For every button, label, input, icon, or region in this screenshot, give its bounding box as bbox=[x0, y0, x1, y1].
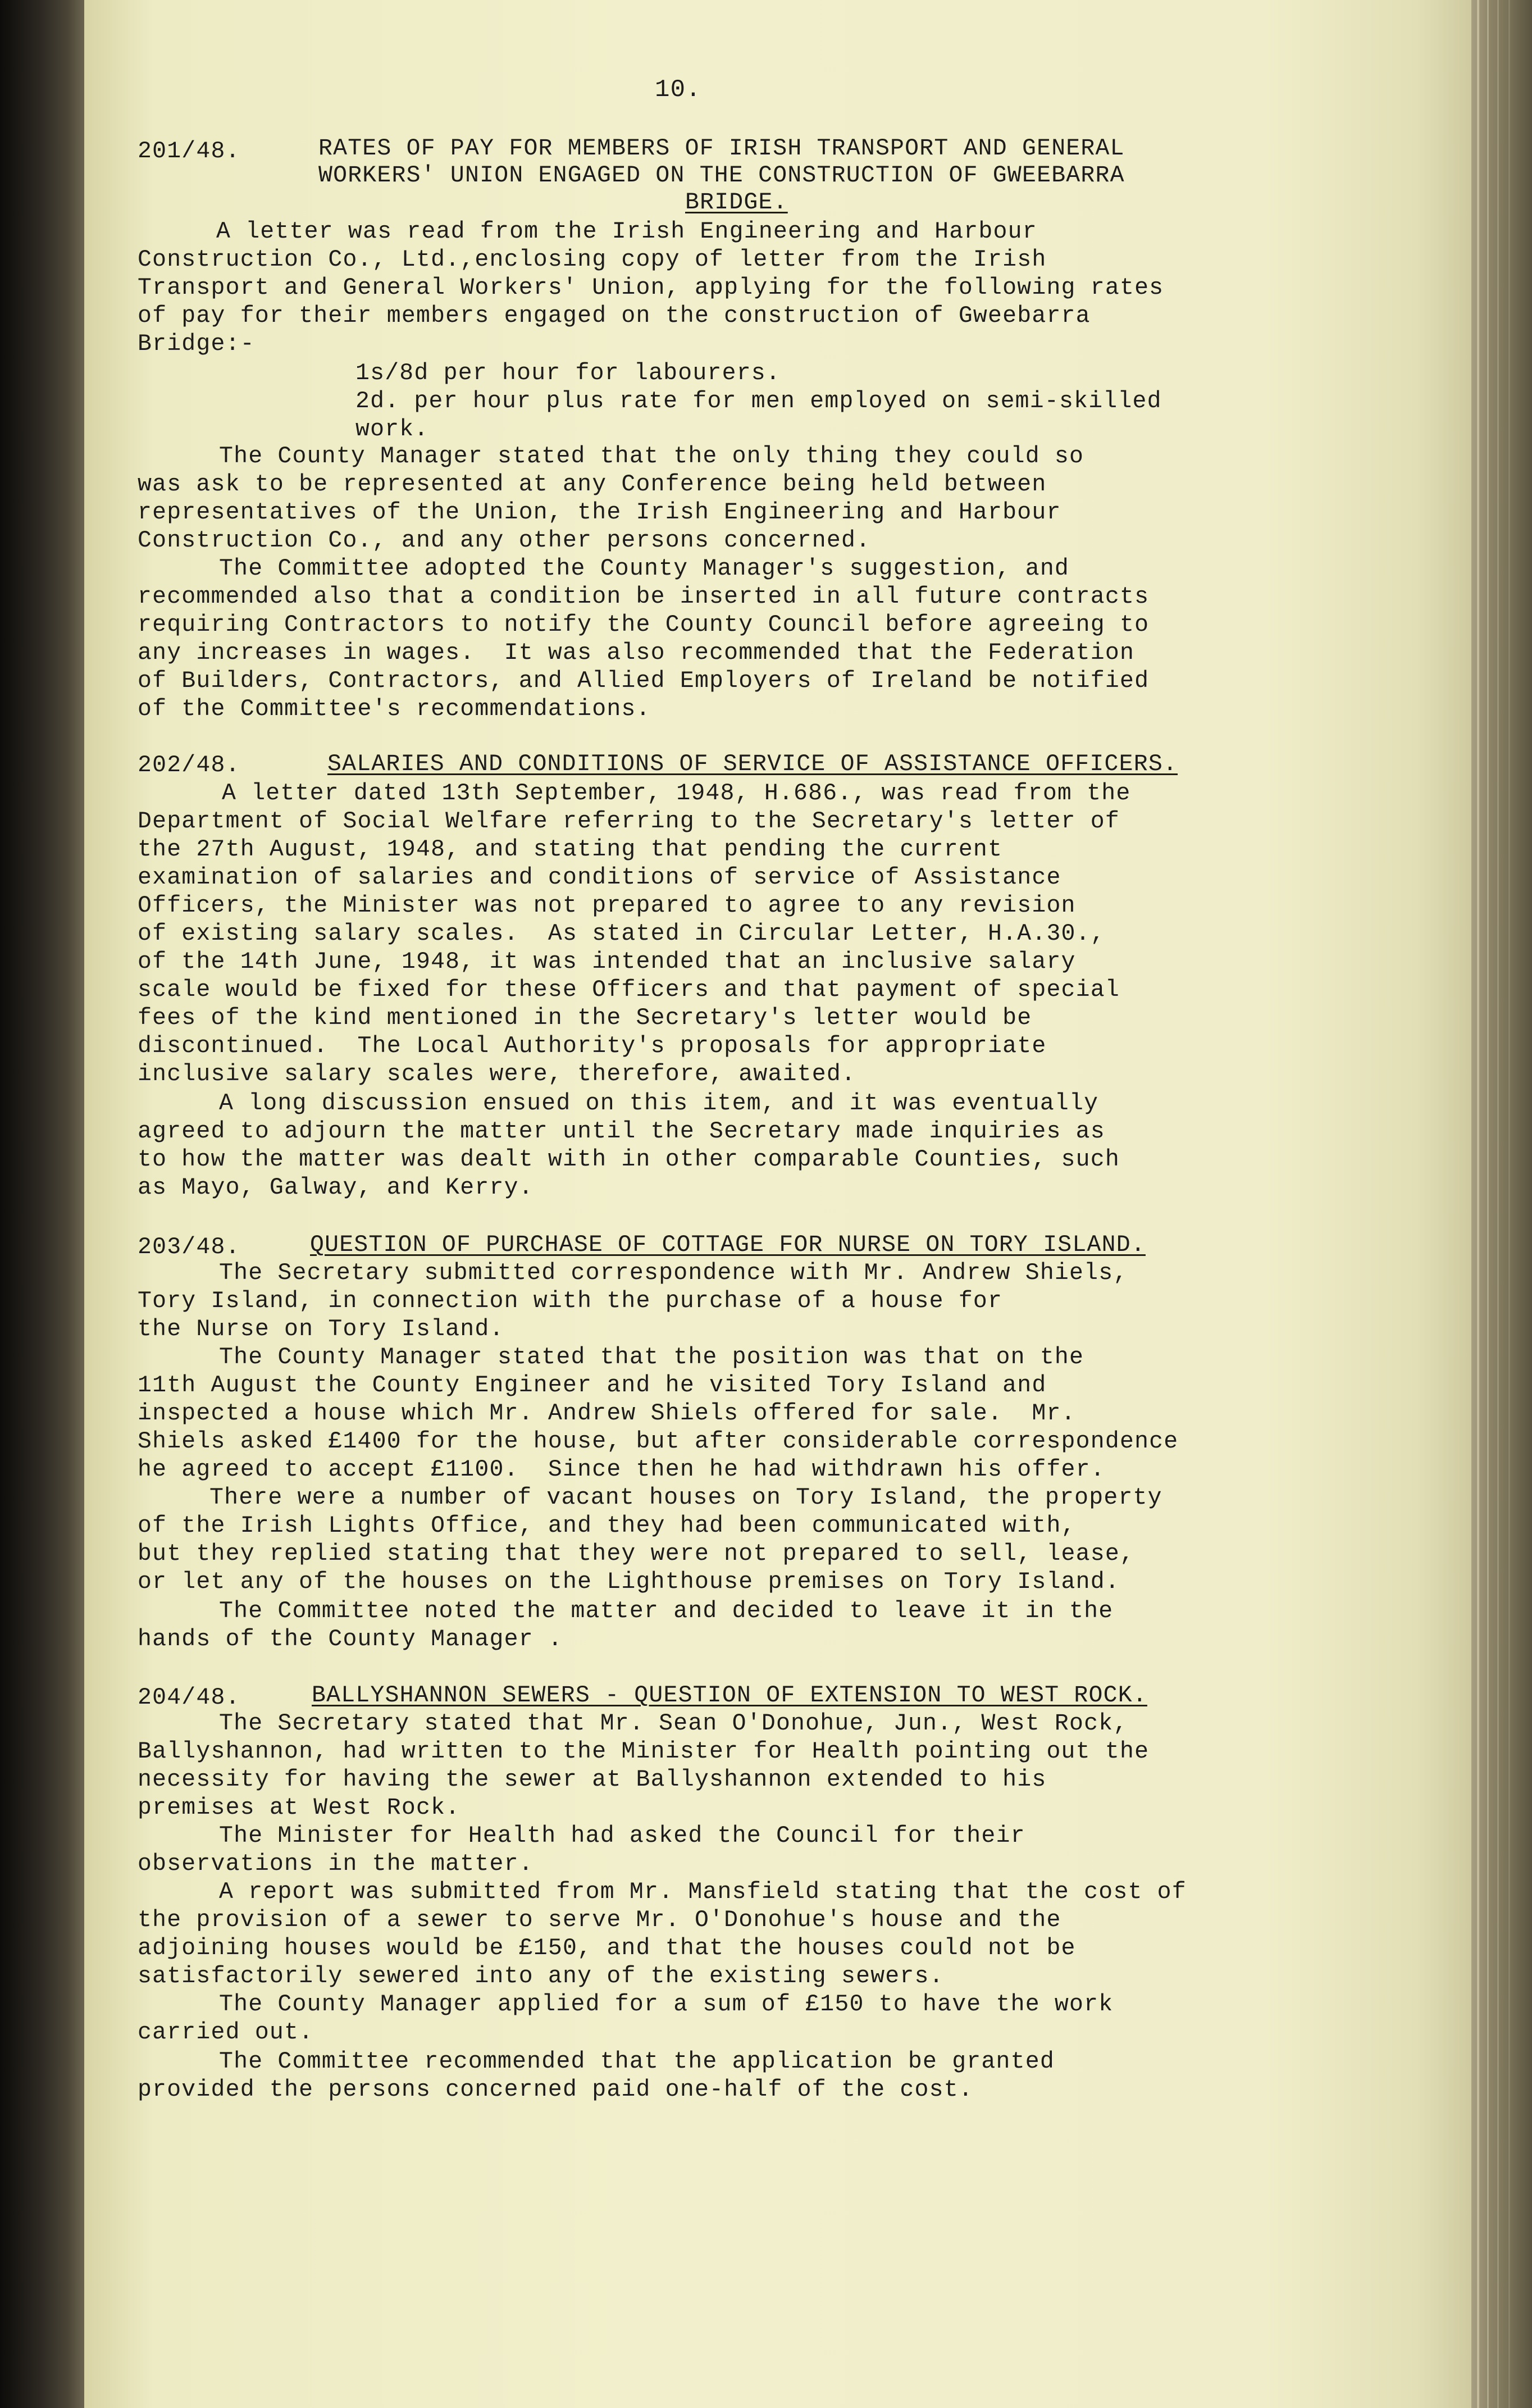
body-line: requiring Contractors to notify the County Council before agreeing to bbox=[138, 612, 1150, 638]
body-line: 1s/8d per hour for labourers. bbox=[355, 360, 781, 386]
item-number: 204/48. bbox=[138, 1685, 240, 1711]
body-line: Construction Co., Ltd.,enclosing copy of letter from the Irish bbox=[138, 247, 1047, 273]
page-number: 10. bbox=[655, 76, 701, 104]
body-line: of pay for their members engaged on the construction of Gweebarra bbox=[138, 303, 1091, 329]
body-line: representatives of the Union, the Irish Engineering and Harbour bbox=[138, 499, 1061, 526]
body-line: satisfactorily sewered into any of the existing sewers. bbox=[138, 1963, 944, 1990]
item-number: 203/48. bbox=[138, 1234, 240, 1260]
body-line: was ask to be represented at any Conference being held between bbox=[138, 471, 1047, 498]
body-line: Officers, the Minister was not prepared to agree to any revision bbox=[138, 893, 1076, 919]
body-line: agreed to adjourn the matter until the Secretary made inquiries as bbox=[138, 1118, 1105, 1145]
body-line: 2d. per hour plus rate for men employed on semi-skilled bbox=[355, 388, 1162, 415]
body-line: he agreed to accept £1100. Since then he had withdrawn his offer. bbox=[138, 1456, 1105, 1483]
page-edge-line bbox=[1487, 0, 1489, 2408]
body-line: but they replied stating that they were not prepared to sell, lease, bbox=[138, 1541, 1135, 1567]
page-stack-edge bbox=[1471, 0, 1532, 2408]
document-page bbox=[84, 0, 1471, 2408]
body-line: of existing salary scales. As stated in Circular Letter, H.A.30., bbox=[138, 921, 1105, 947]
body-line: the provision of a sewer to serve Mr. O'Donohue's house and the bbox=[138, 1907, 1061, 1933]
body-line: the Nurse on Tory Island. bbox=[138, 1316, 504, 1342]
body-line: There were a number of vacant houses on Tory Island, the property bbox=[209, 1485, 1162, 1511]
body-line: inclusive salary scales were, therefore, awaited. bbox=[138, 1061, 856, 1087]
item-title-line: BRIDGE. bbox=[685, 189, 788, 216]
item-title-line: SALARIES AND CONDITIONS OF SERVICE OF ASSISTANCE OFFICERS. bbox=[327, 751, 1178, 777]
body-line: necessity for having the sewer at Ballyshannon extended to his bbox=[138, 1767, 1047, 1793]
body-line: A letter dated 13th September, 1948, H.686., was read from the bbox=[222, 780, 1131, 807]
body-line: any increases in wages. It was also recommended that the Federation bbox=[138, 640, 1135, 666]
body-line: A letter was read from the Irish Engineering and Harbour bbox=[216, 219, 1037, 245]
body-line: as Mayo, Galway, and Kerry. bbox=[138, 1175, 534, 1201]
body-line: of the Irish Lights Office, and they had been communicated with, bbox=[138, 1513, 1076, 1539]
body-line: Transport and General Workers' Union, applying for the following rates bbox=[138, 275, 1164, 301]
body-line: The County Manager stated that the only thing they could so bbox=[219, 443, 1084, 470]
body-line: The Secretary submitted correspondence with Mr. Andrew Shiels, bbox=[219, 1260, 1128, 1286]
body-line: observations in the matter. bbox=[138, 1851, 534, 1877]
body-line: Ballyshannon, had written to the Minister for Health pointing out the bbox=[138, 1738, 1150, 1765]
body-line: carried out. bbox=[138, 2019, 314, 2046]
body-line: premises at West Rock. bbox=[138, 1795, 460, 1821]
body-line: The County Manager applied for a sum of £150 to have the work bbox=[219, 1991, 1114, 2018]
body-line: Tory Island, in connection with the purchase of a house for bbox=[138, 1288, 1003, 1314]
body-line: work. bbox=[355, 416, 429, 443]
body-line: of the 14th June, 1948, it was intended that an inclusive salary bbox=[138, 949, 1076, 975]
page-edge-line bbox=[1497, 0, 1499, 2408]
item-number: 202/48. bbox=[138, 752, 240, 779]
body-line: of Builders, Contractors, and Allied Employers of Ireland be notified bbox=[138, 668, 1150, 694]
item-title-line: QUESTION OF PURCHASE OF COTTAGE FOR NURSE ON TORY ISLAND. bbox=[310, 1232, 1146, 1258]
page-content bbox=[84, 0, 1471, 2408]
body-line: hands of the County Manager . bbox=[138, 1626, 563, 1653]
body-line: fees of the kind mentioned in the Secretary's letter would be bbox=[138, 1005, 1032, 1031]
body-line: Bridge:- bbox=[138, 331, 255, 357]
body-line: scale would be fixed for these Officers and that payment of special bbox=[138, 977, 1120, 1003]
body-line: The Committee noted the matter and decided to leave it in the bbox=[219, 1598, 1114, 1624]
body-line: to how the matter was dealt with in other comparable Counties, such bbox=[138, 1146, 1120, 1173]
body-line: A report was submitted from Mr. Mansfield stating that the cost of bbox=[219, 1879, 1187, 1905]
body-line: The County Manager stated that the position was that on the bbox=[219, 1344, 1084, 1371]
page-edge-line bbox=[1477, 0, 1479, 2408]
body-line: or let any of the houses on the Lighthouse premises on Tory Island. bbox=[138, 1569, 1120, 1595]
book-binding bbox=[0, 0, 84, 2408]
body-line: the 27th August, 1948, and stating that pending the current bbox=[138, 836, 1003, 863]
body-line: The Minister for Health had asked the Council for their bbox=[219, 1823, 1025, 1849]
body-line: inspected a house which Mr. Andrew Shiels offered for sale. Mr. bbox=[138, 1400, 1076, 1427]
item-title-line: BALLYSHANNON SEWERS - QUESTION OF EXTENSION TO WEST ROCK. bbox=[312, 1682, 1147, 1709]
body-line: A long discussion ensued on this item, and it was eventually bbox=[219, 1090, 1099, 1117]
body-line: recommended also that a condition be inserted in all future contracts bbox=[138, 584, 1150, 610]
page-edge-line bbox=[1508, 0, 1510, 2408]
body-line: adjoining houses would be £150, and that the houses could not be bbox=[138, 1935, 1076, 1961]
item-title-line: WORKERS' UNION ENGAGED ON THE CONSTRUCTION OF GWEEBARRA bbox=[318, 162, 1125, 189]
body-line: Construction Co., and any other persons concerned. bbox=[138, 527, 871, 554]
body-line: examination of salaries and conditions of service of Assistance bbox=[138, 864, 1061, 891]
body-line: 11th August the County Engineer and he visited Tory Island and bbox=[138, 1372, 1047, 1399]
body-line: The Secretary stated that Mr. Sean O'Donohue, Jun., West Rock, bbox=[219, 1710, 1128, 1737]
item-number: 201/48. bbox=[138, 138, 240, 165]
body-line: The Committee recommended that the application be granted bbox=[219, 2049, 1055, 2075]
body-line: Shiels asked £1400 for the house, but after considerable correspondence bbox=[138, 1428, 1179, 1455]
body-line: discontinued. The Local Authority's proposals for appropriate bbox=[138, 1033, 1047, 1059]
item-title-line: RATES OF PAY FOR MEMBERS OF IRISH TRANSPORT AND GENERAL bbox=[318, 135, 1125, 162]
body-line: provided the persons concerned paid one-half of the cost. bbox=[138, 2077, 973, 2103]
body-line: Department of Social Welfare referring to the Secretary's letter of bbox=[138, 808, 1120, 835]
body-line: of the Committee's recommendations. bbox=[138, 696, 651, 722]
body-line: The Committee adopted the County Manager's suggestion, and bbox=[219, 556, 1070, 582]
